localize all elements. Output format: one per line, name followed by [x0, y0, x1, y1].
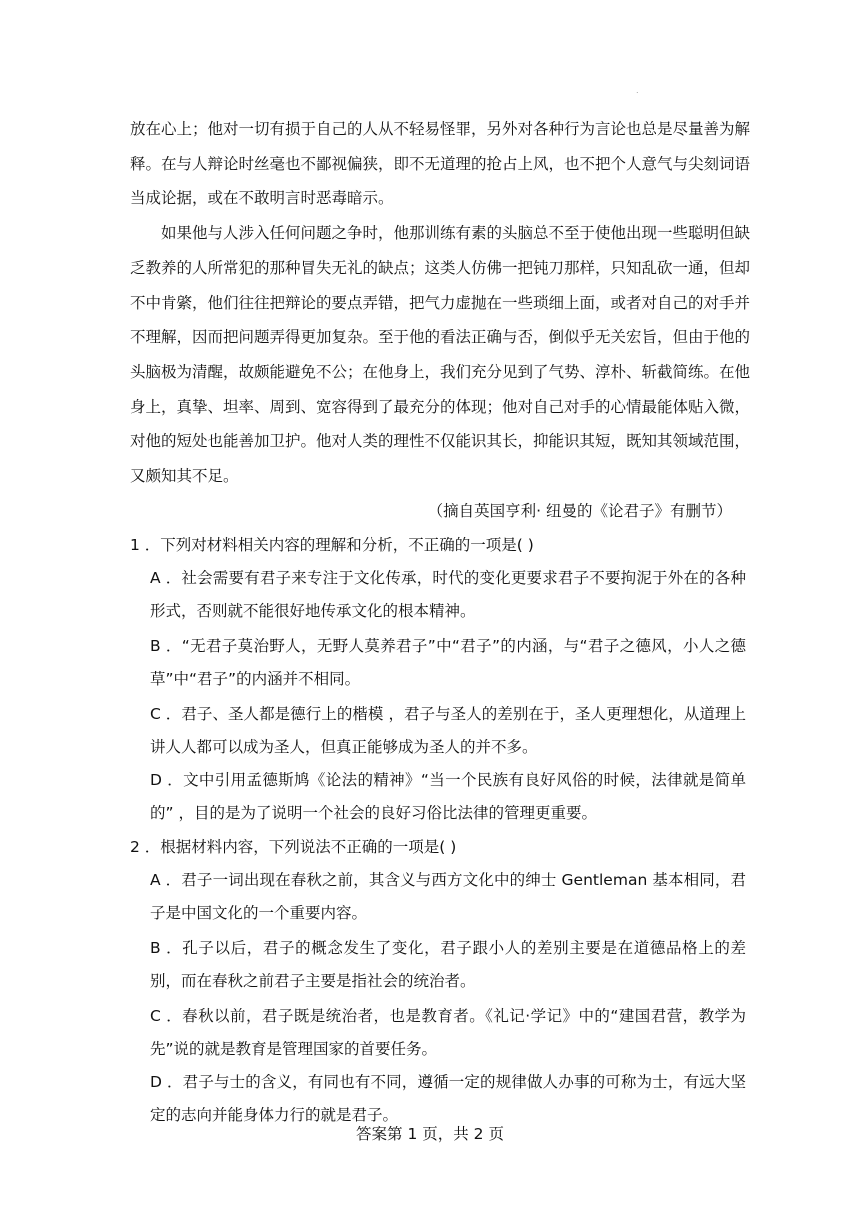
question-2-option-d: D ．君子与士的含义，有同也有不同，遵循一定的规律做人办事的可称为士，有远大坚定的志向并能身体力行的就是君子。	[150, 1072, 746, 1124]
question-1-option-d: D ．文中引用孟德斯鸠《论法的精神》“当一个民族有良好风俗的时候，法律就是简单的” ，目的是为了说明一个社会的良好习俗比法律的管理更重要。	[150, 770, 746, 822]
question-2	[130, 830, 750, 1132]
question-2-option-b: B ．孔子以后，君子的概念发生了变化，君子跟小人的差别主要是在道德品格上的差别，而在春秋之前君子主要是指社会的统治者。	[150, 938, 746, 990]
question-1-option-b: B ．“无君子莫治野人，无野人莫养君子”中“君子”的内涵，与“君子之德风，小人之德草”中“君子”的内涵并不相同。	[150, 636, 746, 688]
question-2-stem: 2 ．根据材料内容，下列说法不正确的一项是( )	[130, 837, 457, 856]
passage-paragraph-1: 放在心上；他对一切有损于自己的人从不轻易怪罪，另外对各种行为言论也总是尽量善为解释。在与人辩论时丝毫也不鄙视偏狭，即不无道理的抢占上风，也不把个人意气与尖刻词语当成论据，或在不敢明言时恶毒暗示。	[130, 120, 751, 208]
passage-source: （摘自英国亨利· 纽曼的《论君子》有删节）	[427, 501, 732, 520]
question-2-option-a: A ．君子一词出现在春秋之前，其含义与西方文化中的绅士 Gentleman 基本相同，君子是中国文化的一个重要内容。	[150, 870, 746, 922]
page-footer: 答案第 1 页，共 2 页	[356, 1125, 504, 1143]
question-1-option-c: C ．君子、圣人都是德行上的楷模 ，君子与圣人的差别在于，圣人更理想化，从道理上讲人人都可以成为圣人，但真正能够成为圣人的并不多。	[150, 704, 746, 756]
question-2-option-c: C ．春秋以前，君子既是统治者，也是教育者。《礼记·学记》中的“建国君营，教学为先”说的就是教育是管理国家的首要任务。	[150, 1006, 746, 1058]
question-1-option-a: A ．社会需要有君子来专注于文化传承，时代的变化更要求君子不要拘泥于外在的各种形式，否则就不能很好地传承文化的根本精神。	[150, 568, 746, 620]
question-1	[130, 528, 750, 830]
question-1-stem: 1 ．下列对材料相关内容的理解和分析，不正确的一项是( )	[130, 535, 534, 554]
header-dot: .	[636, 86, 639, 95]
passage	[130, 112, 750, 1132]
passage-paragraph-2: 如果他与人涉入任何问题之争时，他那训练有素的头脑总不至于使他出现一些聪明但缺乏教养的人所常犯的那种冒失无礼的缺点；这类人仿佛一把钝刀那样，只知乱砍一通，但却不中肯綮，他们往往把辩论的要点弄错，把气力虚抛在一些琐细上面，或者对自己的对手并不理解，因而把问题弄得更加复杂。至于他的看法正确与否，倒似乎无关宏旨，但由于他的头脑极为清醒，故颇能避免不公；在他身上，我们充分见到了气势、淳朴、斩截简练。在他身上，真挚、坦率、周到、宽容得到了最充分的体现；他对自己对手的心情最能体贴入微，对他的短处也能善加卫护。他对人类的理性不仅能识其长，抑能识其短，既知其领域范围，又颇知其不足。	[130, 224, 751, 486]
